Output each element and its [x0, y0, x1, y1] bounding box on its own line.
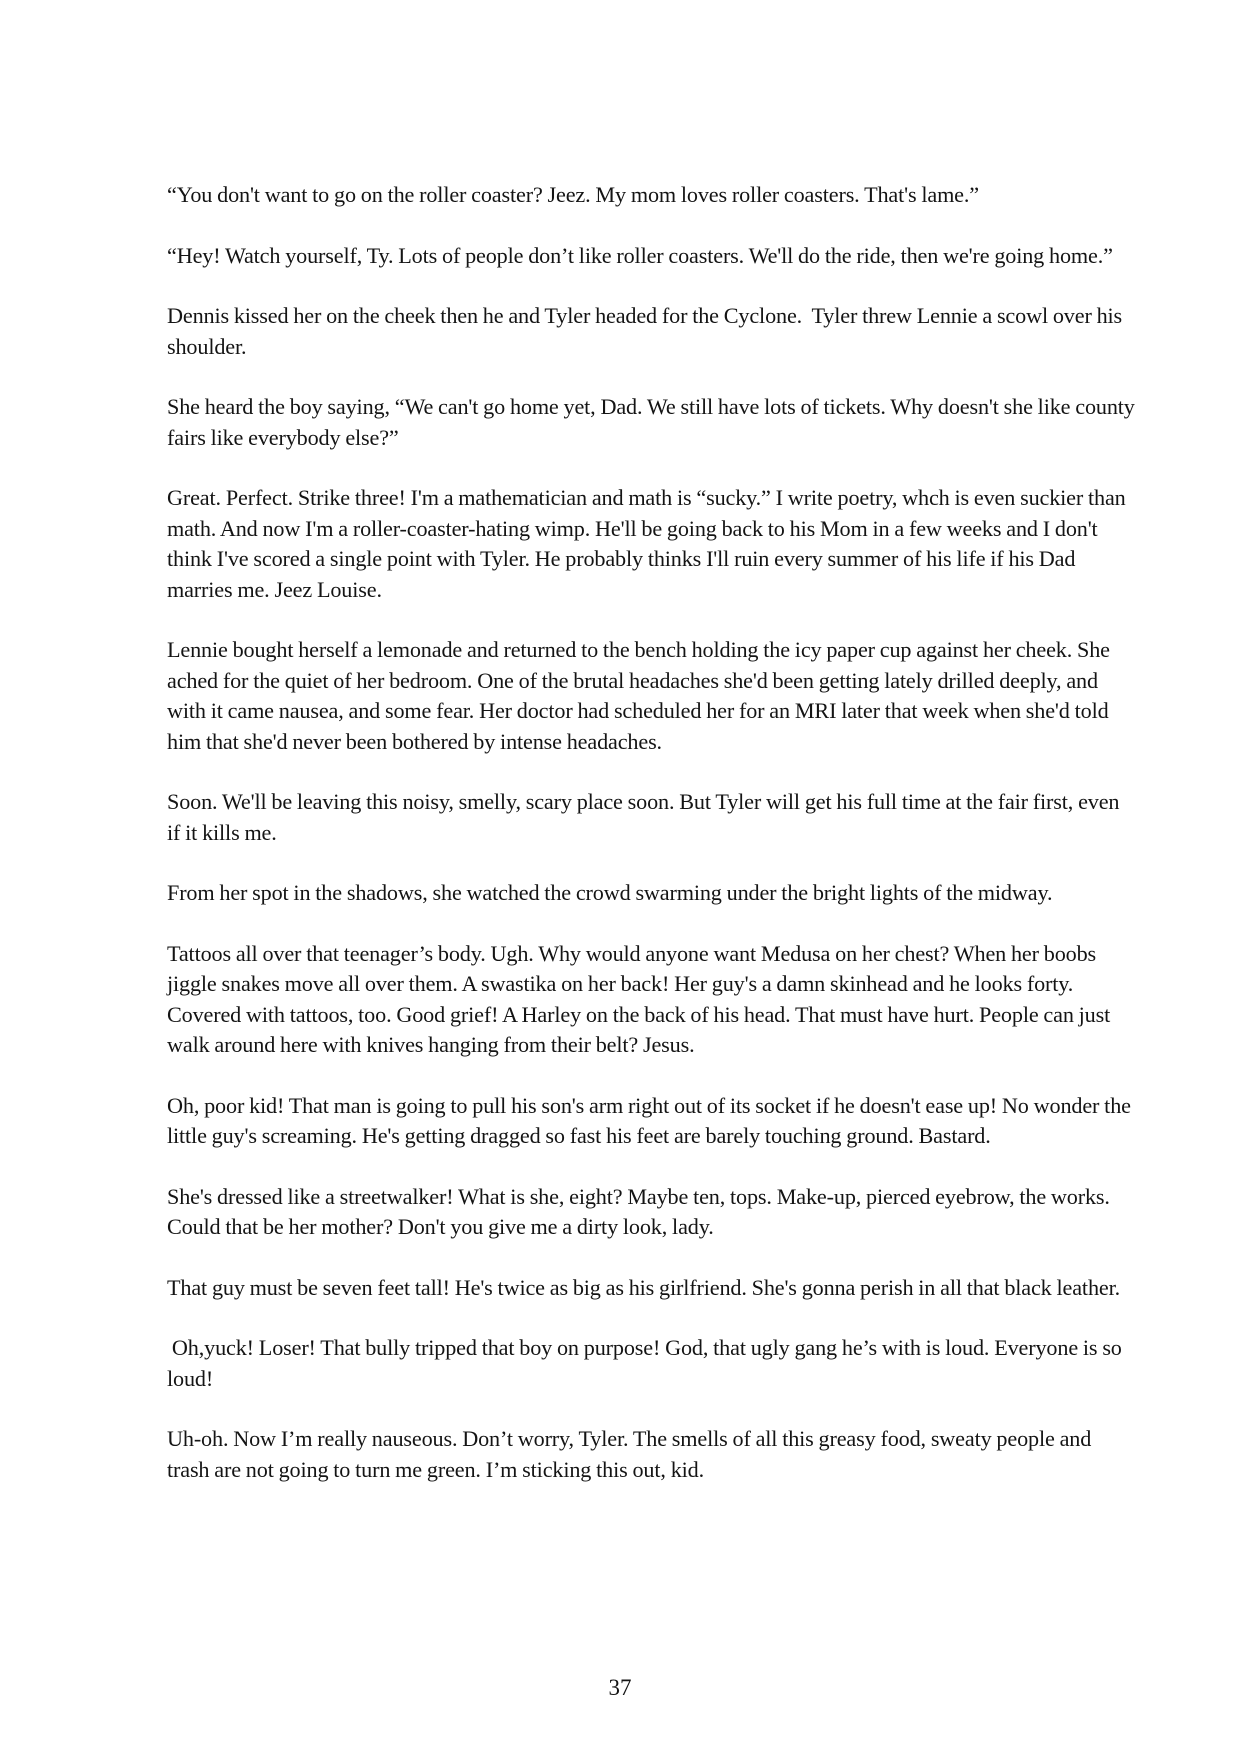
paragraph: Uh-oh. Now I’m really nauseous. Don’t worry, Tyler. The smells of all this greasy food, sweaty people and trash are not going to turn me green. I’m sticking this out, kid.	[167, 1426, 1097, 1482]
paragraph: “Hey! Watch yourself, Ty. Lots of people don’t like roller coasters. We'll do the ride, then we're going home.”	[167, 242, 1113, 268]
paragraph: Oh,yuck! Loser! That bully tripped that boy on purpose! God, that ugly gang he’s with is loud. Everyone is so loud!	[167, 1335, 1127, 1391]
paragraph: “You don't want to go on the roller coaster? Jeez. My mom loves roller coasters. That's lame.”	[167, 182, 979, 207]
paragraph: Lennie bought herself a lemonade and returned to the bench holding the icy paper cup against her cheek. She ached for the quiet of her bedroom. One of the brutal headaches she'd been getting lately drilled deeply, and with it came nausea, and some fear. Her doctor had scheduled her for an MRI later that week when she'd told him that she'd never been bothered by intense headaches.	[167, 637, 1115, 754]
paragraph: She heard the boy saying, “We can't go home yet, Dad. We still have lots of tickets. Why doesn't she like county fairs like everybody else?”	[167, 394, 1140, 450]
body-text	[167, 180, 1140, 1515]
paragraph: She's dressed like a streetwalker! What is she, eight? Maybe ten, tops. Make-up, pierced eyebrow, the works. Could that be her mother? Don't you give me a dirty look, lady.	[167, 1183, 1115, 1239]
paragraph: That guy must be seven feet tall! He's twice as big as his girlfriend. She's gonna perish in all that black leather.	[167, 1274, 1120, 1300]
paragraph: From her spot in the shadows, she watched the crowd swarming under the bright lights of the midway.	[167, 880, 1053, 905]
paragraph: Tattoos all over that teenager’s body. Ugh. Why would anyone want Medusa on her chest? When her boobs jiggle snakes move all over them. A swastika on her back! Her guy's a damn skinhead and he looks forty. Covered with tattoos, too. Good grief! A Harley on the back of his head. That must have hurt. People can just walk around here with knives hanging from their belt? Jesus.	[167, 940, 1116, 1057]
paragraph: Dennis kissed her on the cheek then he and Tyler headed for the Cyclone. Tyler threw Lennie a scowl over his shoulder.	[167, 303, 1127, 359]
paragraph: Great. Perfect. Strike three! I'm a mathematician and math is “sucky.” I write poetry, whch is even suckier than math. And now I'm a roller-coaster-hating wimp. He'll be going back to his Mom in a few weeks and I don't think I've scored a single point with Tyler. He probably thinks I'll ruin every summer of his life if his Dad marries me. Jeez Louise.	[167, 485, 1131, 602]
paragraph: Soon. We'll be leaving this noisy, smelly, scary place soon. But Tyler will get his full time at the fair first, even if it kills me.	[167, 789, 1125, 845]
paragraph: Oh, poor kid! That man is going to pull his son's arm right out of its socket if he doesn't ease up! No wonder the little guy's screaming. He's getting dragged so fast his feet are barely touching ground. Bastard.	[167, 1092, 1136, 1148]
page-number: 37	[608, 1675, 632, 1700]
